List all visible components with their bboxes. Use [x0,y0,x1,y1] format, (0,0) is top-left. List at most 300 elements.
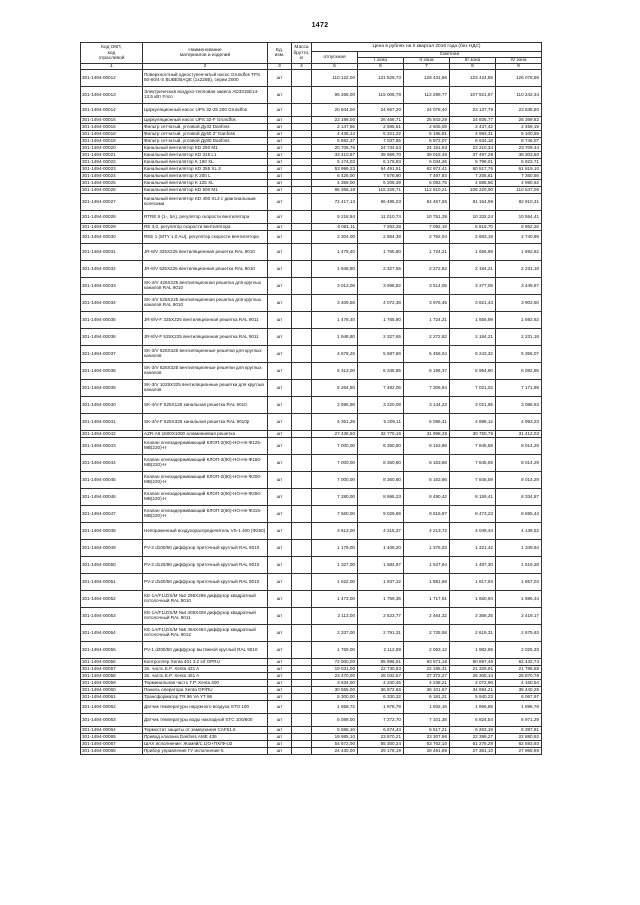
cell-code: 301-1494-00060 [81,687,143,694]
cell-release-price: 1 478,40 [312,244,358,261]
cell-zone-3: 108 220,00 [450,187,496,194]
cell-zone-4: 1 519,28 [496,557,542,574]
cell-code: 301-1494-00054 [81,625,143,642]
cell-zone-2: 2 505,08 [404,124,450,131]
cell-unit: шт [268,748,292,755]
cell-mass [292,211,312,224]
cell-code: 301-1494-00059 [81,680,143,687]
cell-name: Панель оператора Xenta OP/RU [143,687,268,694]
cell-mass [292,104,312,117]
cell-code: 301-1494-00012 [81,70,143,87]
table-row [81,574,542,591]
cell-release-price: 1 948,80 [312,261,358,278]
cell-zone-4: 1 692,62 [496,312,542,329]
cell-unit: шт [268,295,292,312]
cell-release-price: 9 218,84 [312,211,358,224]
cell-release-price: 20 706,76 [312,145,358,152]
header-mass: Масса брутто, кг [292,43,312,64]
cell-code: 301-1494-00057 [81,666,143,673]
cell-zone-1: 5 587,66 [358,346,404,363]
cell-unit: шт [268,472,292,489]
cell-name: Термостат защиты от замерзания CAF61.6 [143,727,268,734]
header-release: отпускная [312,52,358,64]
cell-release-price: 110 122,00 [312,70,358,87]
cell-zone-1: 4 315,37 [358,523,404,540]
cell-zone-1: 32 770,16 [358,431,404,438]
cell-zone-2: 1 724,21 [404,312,450,329]
cell-zone-1: 1 408,20 [358,540,404,557]
cell-zone-3: 1 656,99 [450,312,496,329]
cell-zone-1: 4 340,45 [358,680,404,687]
cell-zone-2: 112 610,21 [404,187,450,194]
cell-name: SK-4/V-F 625X325 канальная решетка RAL 9010р [143,414,268,431]
cell-unit: шт [268,489,292,506]
cell-mass [292,187,312,194]
cell-zone-1: 29 178,19 [358,748,404,755]
cell-zone-1: 3 598,82 [358,278,404,295]
cell-zone-3: 24 835,77 [450,117,496,124]
cell-zone-3: 7 845,59 [450,455,496,472]
cell-code: 301-1494-00045 [81,472,143,489]
cell-zone-3: 81 164,99 [450,194,496,211]
table-row [81,540,542,557]
table-row [81,397,542,414]
cell-code: 301-1494-00028 [81,211,143,224]
cell-code: 301-1494-00041 [81,414,143,431]
cell-name: Привод клапана Danfoss AME 435 [143,734,268,741]
cell-unit: шт [268,363,292,380]
cell-unit: шт [268,506,292,523]
cell-unit: шт [268,104,292,117]
cell-zone-3: 2 184,21 [450,329,496,346]
table-row [81,506,542,523]
cell-mass [292,159,312,166]
cell-zone-3: 7 845,59 [450,472,496,489]
cell-zone-3: 26 305,14 [450,673,496,680]
cell-zone-4: 4 160,54 [496,680,542,687]
cell-zone-4: 8 334,87 [496,489,542,506]
cell-unit: шт [268,523,292,540]
cell-code: 301-1494-00016 [81,124,143,131]
cell-zone-4: 23 709,44 [496,145,542,152]
cell-zone-3: 8 159,41 [450,489,496,506]
cell-name: Терминальная часть T.P. Xenta 400 [143,680,268,687]
cell-release-price: 1 478,40 [312,312,358,329]
table-row [81,180,542,187]
cell-name: SK-3/V 625X325 вентиляционные решетки для круглых каналов [143,346,268,363]
table-row [81,666,542,673]
cell-mass [292,489,312,506]
cell-name: Канальный вентилятор KD 400 XL3 с диагональным колесами [143,194,268,211]
cell-zone-3: 2 683,19 [450,231,496,244]
cell-zone-4: 3 086,63 [496,397,542,414]
cell-release-price: 6 081,11 [312,224,358,231]
cell-zone-4: 6 082,85 [496,363,542,380]
column-index: 4 [292,64,312,70]
cell-zone-2: 83 971,18 [404,659,450,666]
cell-release-price: 7 560,00 [312,506,358,523]
cell-unit: шт [268,557,292,574]
cell-code: 301-1494-00035 [81,312,143,329]
cell-zone-2: 28 491,89 [404,748,450,755]
column-index: 2 [143,64,268,70]
cell-zone-4: 4 990,62 [496,180,542,187]
cell-mass [292,748,312,755]
cell-mass [292,152,312,159]
cell-zone-4: 6 971,29 [496,714,542,727]
cell-zone-2: 6 034,26 [404,159,450,166]
cell-unit: шт [268,741,292,748]
cell-zone-3: 2 437,42 [450,124,496,131]
cell-zone-4: 62 593,93 [496,741,542,748]
cell-unit: шт [268,124,292,131]
table-row [81,363,542,380]
cell-release-price: 7 000,00 [312,455,358,472]
cell-code: 301-1494-00062 [81,701,143,714]
cell-unit: шт [268,694,292,701]
cell-release-price: 33 410,87 [312,152,358,159]
cell-name: KE-1A/F1/Z/S/M №2 298X298 диффузор квадратный потолочный RAL 9010 [143,591,268,608]
cell-release-price: 2 695,98 [312,397,358,414]
page-number: 1472 [311,22,329,29]
column-index: 6 [358,64,404,70]
cell-mass [292,278,312,295]
cell-mass [292,574,312,591]
cell-code: 301-1494-00048 [81,523,143,540]
cell-release-price: 7 280,00 [312,489,358,506]
cell-zone-2: 25 843,29 [404,117,450,124]
cell-mass [292,523,312,540]
table-row [81,431,542,438]
cell-release-price: 24 430,00 [312,748,358,755]
cell-mass [292,741,312,748]
cell-zone-2: 5 083,75 [404,180,450,187]
cell-name: Клапан огнезадерживающий КЛОП-2(90)-НО-Нп-Ф125-МВ(220)-Н [143,438,268,455]
column-index: 7 [404,64,450,70]
table-row [81,329,542,346]
cell-zone-3: 21 329,91 [450,666,496,673]
cell-zone-3: 1 817,93 [450,574,496,591]
cell-mass [292,680,312,687]
cell-zone-2: 4 238,21 [404,680,450,687]
cell-zone-2: 5 086,41 [404,414,450,431]
cell-zone-4: 21 788,58 [496,666,542,673]
cell-mass [292,666,312,673]
cell-release-price: 22 198,00 [312,117,358,124]
header-name: Наименование материалов и изделий [143,43,268,64]
table-row [81,741,542,748]
cell-zone-2: 63 762,10 [404,741,450,748]
cell-zone-1: 5 321,22 [358,131,404,138]
cell-mass [292,397,312,414]
table-row [81,166,542,173]
cell-zone-3: 4 993,31 [450,131,496,138]
cell-mass [292,117,312,124]
cell-zone-4: 22 880,92 [496,734,542,741]
header-unit: Ед. изм. [268,43,292,64]
cell-zone-4: 110 242,34 [496,87,542,104]
cell-zone-3: 8 473,23 [450,506,496,523]
cell-zone-3: 5 940,23 [450,694,496,701]
cell-zone-2: 84 457,65 [404,194,450,211]
cell-zone-4: 82 910,31 [496,194,542,211]
cell-zone-4: 38 303,60 [496,152,542,159]
cell-zone-4: 1 896,78 [496,701,542,714]
price-table [80,42,542,755]
cell-name: Зп. часть E.P. Xenta 451 A [143,673,268,680]
cell-name: Канальный вентилятор KD 355 XL 3 [143,166,268,173]
cell-zone-2: 23 307,96 [404,734,450,741]
cell-zone-2: 22 195,31 [404,666,450,673]
cell-zone-4: 61 819,10 [496,166,542,173]
cell-release-price: 1 769,00 [312,642,358,659]
cell-zone-3: 3 021,65 [450,397,496,414]
cell-unit: шт [268,187,292,194]
cell-mass [292,173,312,180]
cell-code: 301-1494-00044 [81,455,143,472]
cell-zone-4: 1 692,62 [496,244,542,261]
cell-zone-3: 1 650,94 [450,591,496,608]
cell-release-price: 1 327,00 [312,557,358,574]
cell-release-price: 1 948,80 [312,329,358,346]
cell-code: 301-1494-00036 [81,329,143,346]
cell-mass [292,414,312,431]
cell-zone-2: 1 891,68 [404,574,450,591]
cell-zone-1: 1 978,79 [358,701,404,714]
cell-zone-3: 22 399,27 [450,734,496,741]
cell-zone-1: 2 523,77 [358,608,404,625]
cell-zone-1: 1 584,97 [358,557,404,574]
cell-zone-1: 24 734,53 [358,145,404,152]
table-row [81,687,542,694]
cell-unit: шт [268,346,292,363]
cell-zone-3: 3 377,05 [450,278,496,295]
header-price-group: Цена в рублях на II квартал 2016 года (без НДС) [312,43,542,52]
cell-code: 301-1494-00068 [81,748,143,755]
cell-zone-3: 6 815,70 [450,224,496,231]
table-row [81,159,542,166]
table-row [81,244,542,261]
cell-mass [292,180,312,187]
cell-mass [292,329,312,346]
cell-zone-2: 24 078,40 [404,104,450,117]
cell-code: 301-1494-00051 [81,574,143,591]
table-row [81,295,542,312]
cell-zone-1: 39 959,70 [358,152,404,159]
table-row [81,673,542,680]
cell-release-price: 5 313,00 [312,363,358,380]
cell-zone-4: 2 231,18 [496,329,542,346]
cell-mass [292,124,312,131]
cell-zone-2: 4 213,72 [404,523,450,540]
cell-unit: шт [268,608,292,625]
cell-zone-2: 8 163,86 [404,438,450,455]
cell-name: Поверхностный одноступенчатый насос Grundfos TPS 50-60/4-S BUBE/BAQE (1x220В), серии 2000 [143,70,268,87]
cell-code: 301-1494-00032 [81,261,143,278]
table-row [81,70,542,87]
cell-unit: шт [268,117,292,124]
cell-mass [292,694,312,701]
cell-name: Фильтр сетчатый, угловой Ду80 Danfoss [143,138,268,145]
table-row [81,557,542,574]
cell-code: 301-1494-00015 [81,117,143,124]
cell-zone-3: 1 321,42 [450,540,496,557]
cell-code: 301-1494-00026 [81,187,143,194]
cell-mass [292,231,312,244]
table-row [81,414,542,431]
cell-zone-3: 23 210,34 [450,145,496,152]
cell-name: Клапан огнезадерживающий КЛОП-2(90)-НО-Нп-Ф200-МВ(220)-Н [143,472,268,489]
cell-zone-4: 31 412,03 [496,431,542,438]
cell-zone-4: 3 449,67 [496,278,542,295]
cell-zone-1: 7 482,06 [358,380,404,397]
cell-zone-1: 2 327,65 [358,329,404,346]
cell-name: PV-2 d160/50 диффузор приточный круглый RAL 9010 [143,574,268,591]
cell-zone-4: 2 675,63 [496,625,542,642]
cell-zone-1: 5 209,11 [358,414,404,431]
cell-name: PV-1 d200/50 диффузор вытяжной круглый RAL 9010 [143,642,268,659]
cell-name: Трансформатор TR 96 VA YT 96 [143,694,268,701]
cell-zone-4: 2 231,18 [496,261,542,278]
cell-unit: шт [268,591,292,608]
cell-name: Канальный вентилятор KD 500 M1 [143,187,268,194]
header-zone-4: IV зона [496,58,542,64]
table-row [81,380,542,397]
cell-release-price: 72 417,13 [312,194,358,211]
cell-zone-3: 107 921,67 [450,87,496,104]
cell-code: 301-1494-00038 [81,363,143,380]
cell-zone-1: 8 695,23 [358,489,404,506]
cell-release-price: 3 613,00 [312,523,358,540]
cell-mass [292,701,312,714]
cell-zone-3: 1 982,69 [450,642,496,659]
cell-code: 301-1494-00052 [81,591,143,608]
cell-zone-4: 5 100,69 [496,131,542,138]
table-row [81,694,542,701]
cell-zone-3: 2 619,31 [450,625,496,642]
cell-zone-1: 2 112,89 [358,642,404,659]
cell-name: ШАХ исполнение: Жомяй/1,1(О+ПХ/Ф-U2 [143,741,268,748]
cell-mass [292,380,312,397]
cell-mass [292,642,312,659]
cell-mass [292,625,312,642]
cell-mass [292,244,312,261]
cell-mass [292,591,312,608]
cell-name: Циркуляционный насос UPS 32-25 200 Grundfos [143,104,268,117]
cell-zone-1: 4 072,38 [358,295,404,312]
cell-zone-1: 115 006,79 [358,87,404,104]
table-row [81,346,542,363]
cell-zone-3: 4 885,56 [450,180,496,187]
cell-code: 301-1494-00067 [81,741,143,748]
column-index: 9 [496,64,542,70]
cell-zone-1: 22 730,83 [358,666,404,673]
cell-zone-4: 110 547,06 [496,187,542,194]
cell-zone-2: 8 163,86 [404,472,450,489]
cell-name: JR-8/V 525X225 вентиляционная решетка RAL 9010 [143,261,268,278]
table-row [81,278,542,295]
cell-release-price: 6 089,00 [312,714,358,727]
cell-release-price: 96 356,18 [312,187,358,194]
column-index: 8 [450,64,496,70]
cell-unit: шт [268,278,292,295]
cell-unit: шт [268,87,292,104]
table-row [81,312,542,329]
cell-unit: шт [268,131,292,138]
cell-code: 301-1494-00014 [81,104,143,117]
cell-zone-4: 8 014,29 [496,438,542,455]
cell-unit: шт [268,714,292,727]
cell-code: 301-1494-00034 [81,295,143,312]
cell-zone-4: 8 014,29 [496,472,542,489]
cell-code: 301-1494-00042 [81,431,143,438]
cell-zone-2: 1 547,64 [404,557,450,574]
cell-zone-3: 6 263,19 [450,727,496,734]
cell-name: Канальный вентилятор K 160 XL [143,159,268,166]
cell-release-price: 54 672,00 [312,741,358,748]
cell-unit: шт [268,152,292,159]
cell-unit: шт [268,727,292,734]
cell-zone-1: 7 272,70 [358,714,404,727]
cell-code: 301-1494-00058 [81,673,143,680]
cell-zone-4: 82 432,74 [496,659,542,666]
cell-name: SK-3/V 1025X325 вентиляционные решетки для круглых каналов [143,380,268,397]
cell-zone-3: 4 072,96 [450,680,496,687]
cell-zone-4: 1 686,44 [496,591,542,608]
cell-zone-2: 1 375,03 [404,540,450,557]
cell-zone-1: 1 765,80 [358,244,404,261]
cell-zone-4: 1 857,03 [496,574,542,591]
cell-code: 301-1494-00061 [81,694,143,701]
cell-name: Датчик температуры воды накладной STC 100/600 [143,714,268,727]
table-row [81,138,542,145]
cell-unit: шт [268,701,292,714]
cell-code: 301-1494-00033 [81,278,143,295]
table-row [81,523,542,540]
cell-unit: шт [268,574,292,591]
cell-release-price: 27 436,50 [312,431,358,438]
cell-unit: шт [268,687,292,694]
cell-zone-3: 2 184,21 [450,261,496,278]
cell-zone-3: 27 381,10 [450,748,496,755]
cell-zone-3: 34 694,21 [450,687,496,694]
cell-mass [292,224,312,231]
cell-unit: шт [268,194,292,211]
cell-code: 301-1494-00020 [81,145,143,152]
cell-release-price: 6 264,50 [312,380,358,397]
cell-unit: шт [268,329,292,346]
cell-zone-3: 6 824,54 [450,714,496,727]
cell-zone-2: 7 101,38 [404,714,450,727]
cell-zone-1: 28 032,67 [358,673,404,680]
cell-name: Зп. часть E.P. Xenta 421 A [143,666,268,673]
cell-zone-1: 2 585,51 [358,124,404,131]
table-row [81,642,542,659]
cell-release-price: 5 692,37 [312,138,358,145]
cell-name: Канальный вентилятор KD 315 L1 [143,152,268,159]
cell-zone-3: 6 634,18 [450,138,496,145]
table-row [81,489,542,506]
cell-code: 301-1494-00050 [81,557,143,574]
cell-release-price: 3 634,00 [312,680,358,687]
cell-zone-2: 3 976,45 [404,295,450,312]
cell-zone-1: 6 345,85 [358,363,404,380]
cell-zone-2: 2 272,82 [404,261,450,278]
cell-release-price: 30 555,00 [312,687,358,694]
cell-zone-2: 128 431,56 [404,70,450,87]
cell-release-price: 5 585,10 [312,727,358,734]
cell-zone-1: 85 996,81 [358,659,404,666]
